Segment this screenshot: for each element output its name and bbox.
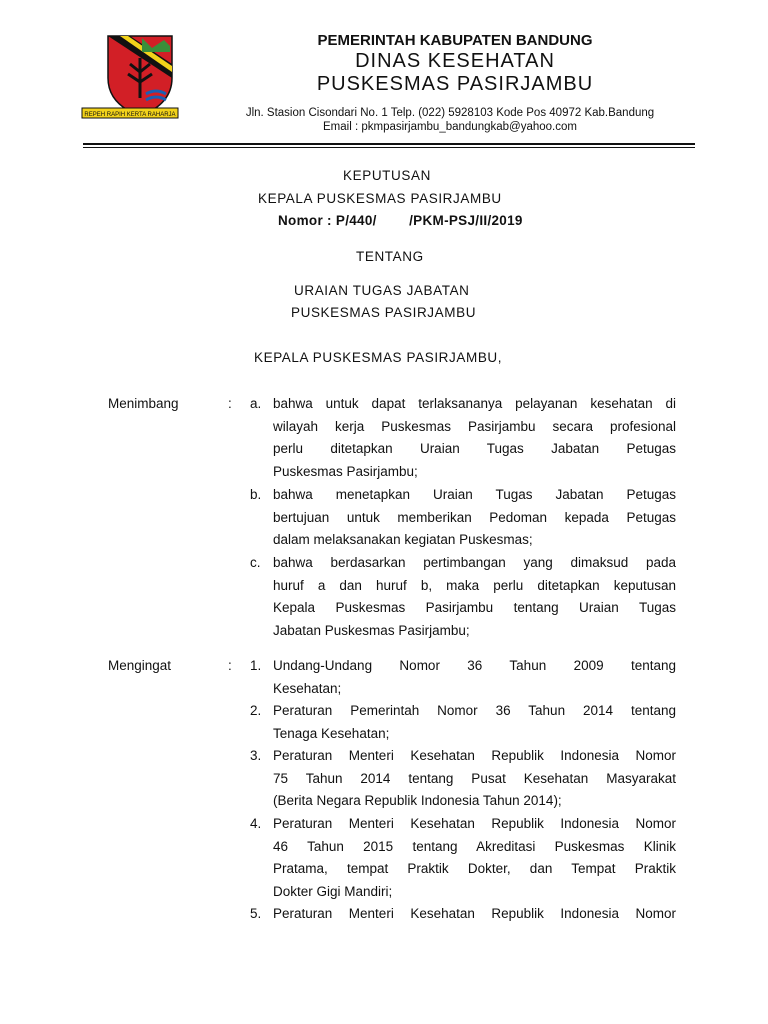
- line: Dokter Gigi Mandiri;: [273, 883, 393, 899]
- line: huruf a dan huruf b, maka perlu ditetapkan keputusan: [273, 577, 676, 593]
- header-department: DINAS KESEHATAN: [355, 50, 555, 72]
- line: Peraturan Menteri Kesehatan Republik Indonesia Nomor: [273, 906, 676, 921]
- mengingat-colon: :: [228, 658, 232, 673]
- line: wilayah kerja Puskesmas Pasirjambu secara profesional: [273, 418, 676, 434]
- line: Kesehatan;: [273, 680, 342, 696]
- line: (Berita Negara Republik Indonesia Tahun 2014);: [273, 793, 562, 809]
- menimbang-marker-a: a.: [250, 396, 262, 411]
- line: Peraturan Menteri Kesehatan Republik Indonesia Nomor: [273, 816, 676, 831]
- line: Undang-Undang Nomor 36 Tahun 2009 tentang: [273, 658, 676, 673]
- line: bahwa berdasarkan pertimbangan yang dimaksud pada: [273, 555, 676, 570]
- menimbang-item-b: [273, 484, 676, 552]
- line: 75 Tahun 2014 tentang Pusat Kesehatan Masyarakat: [273, 770, 676, 786]
- line: perlu ditetapkan Uraian Tugas Jabatan Petugas: [273, 441, 676, 457]
- header-government: PEMERINTAH KABUPATEN BANDUNG: [317, 32, 593, 49]
- line: Puskesmas Pasirjambu;: [273, 463, 418, 479]
- mengingat-label: Mengingat: [108, 658, 172, 673]
- line: bahwa untuk dapat terlaksananya pelayanan kesehatan di: [273, 396, 676, 411]
- line: bahwa menetapkan Uraian Tugas Jabatan Petugas: [273, 487, 676, 502]
- decree-title: KEPUTUSAN: [343, 168, 431, 183]
- menimbang-colon: :: [228, 396, 232, 411]
- mengingat-item-2: [273, 700, 676, 745]
- line: Jabatan Puskesmas Pasirjambu;: [273, 622, 470, 638]
- line: Pratama, tempat Praktik Dokter, dan Tempat Praktik: [273, 861, 676, 877]
- menimbang-marker-b: b.: [250, 487, 262, 502]
- menimbang-marker-c: c.: [250, 555, 261, 570]
- header-divider-thick: [83, 143, 695, 145]
- menimbang-item-c: [273, 552, 676, 642]
- decree-number: Nomor : P/440/ /PKM-PSJ/II/2019: [278, 213, 523, 228]
- svg-text:REPEH RAPIH KERTA RAHARJA: REPEH RAPIH KERTA RAHARJA: [84, 112, 176, 118]
- line: dalam melaksanakan kegiatan Puskesmas;: [273, 532, 533, 548]
- header-divider-thin: [83, 147, 695, 148]
- decree-subject-line1: URAIAN TUGAS JABATAN: [294, 283, 470, 298]
- mengingat-item-1: [273, 655, 676, 700]
- decree-issuer-title: KEPALA PUSKESMAS PASIRJAMBU: [258, 191, 502, 206]
- menimbang-label: Menimbang: [108, 396, 179, 411]
- line: bertujuan untuk memberikan Pedoman kepada Petugas: [273, 509, 676, 525]
- mengingat-marker-1: 1.: [250, 658, 262, 673]
- mengingat-marker-5: 5.: [250, 906, 262, 921]
- line: Kepala Puskesmas Pasirjambu tentang Uraian Tugas: [273, 600, 676, 616]
- mengingat-marker-3: 3.: [250, 748, 262, 763]
- header-address: Jln. Stasion Cisondari No. 1 Telp. (022) 5928103 Kode Pos 40972 Kab.Bandung: [245, 107, 655, 119]
- line: Peraturan Pemerintah Nomor 36 Tahun 2014 tentang: [273, 703, 676, 718]
- line: Tenaga Kesehatan;: [273, 725, 390, 741]
- mengingat-item-4: [273, 813, 676, 903]
- decree-subject-line2: PUSKESMAS PASIRJAMBU: [291, 305, 477, 320]
- header-institution: PUSKESMAS PASIRJAMBU: [316, 73, 594, 95]
- mengingat-item-3: [273, 745, 676, 813]
- mengingat-marker-2: 2.: [250, 703, 262, 718]
- mengingat-item-5: [273, 903, 676, 926]
- decree-tentang: TENTANG: [356, 249, 424, 264]
- decree-issuer: KEPALA PUSKESMAS PASIRJAMBU,: [254, 350, 503, 365]
- menimbang-item-a: [273, 393, 676, 483]
- header-email: Email : pkmpasirjambu_bandungkab@yahoo.com: [323, 121, 577, 133]
- mengingat-marker-4: 4.: [250, 816, 262, 831]
- kabupaten-bandung-logo-icon: [80, 32, 180, 124]
- line: Peraturan Menteri Kesehatan Republik Indonesia Nomor: [273, 748, 676, 763]
- line: 46 Tahun 2015 tentang Akreditasi Puskesmas Klinik: [273, 838, 676, 854]
